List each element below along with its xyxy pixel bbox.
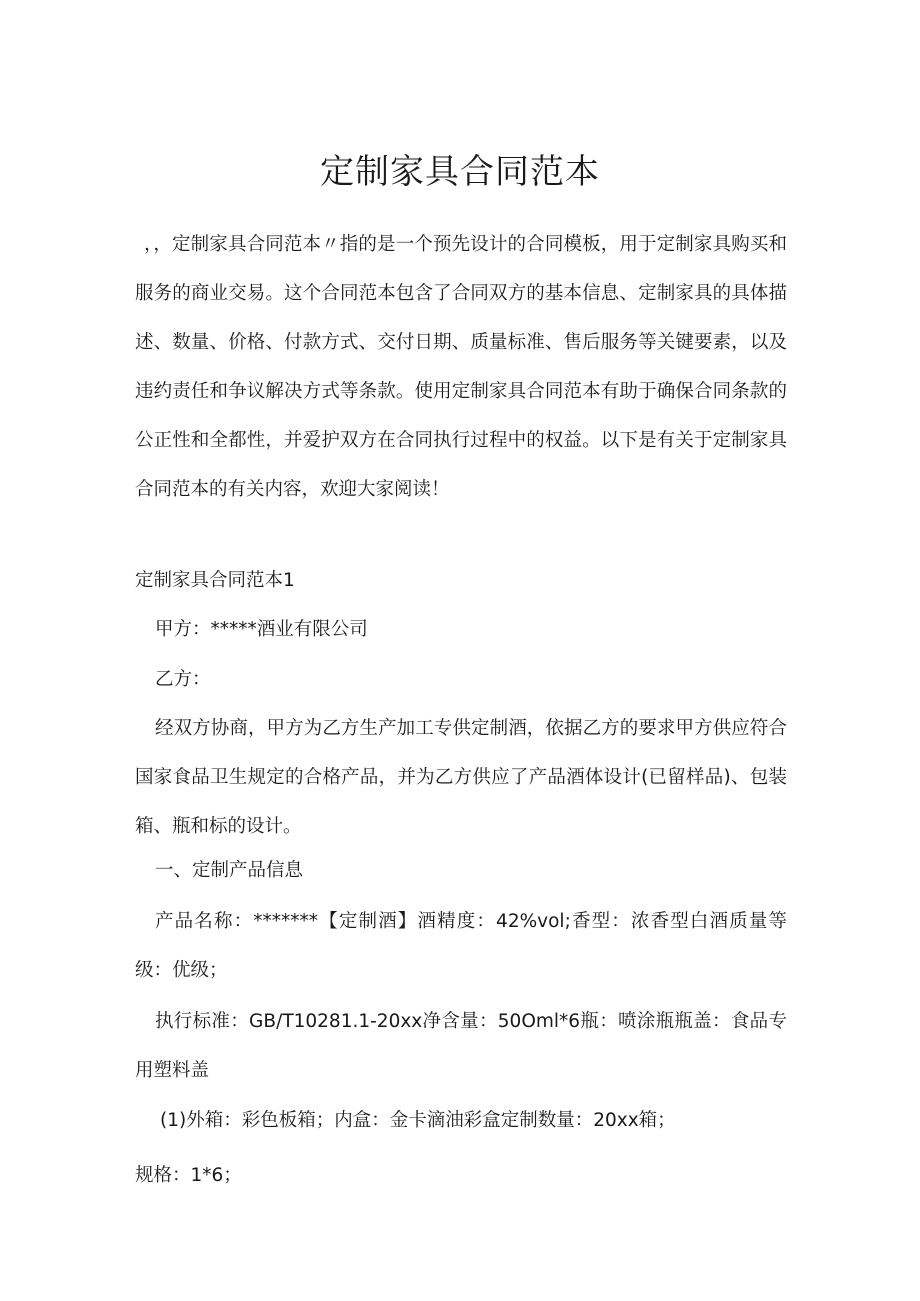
packaging-line: (1)外箱：彩色板箱；内盒：金卡滴油彩盒定制数量：20xx箱； — [160, 1110, 676, 1131]
party-b: 乙方： — [155, 669, 211, 690]
document-title: 定制家具合同范本 — [320, 152, 600, 192]
party-a: 甲方：*****酒业有限公司 — [155, 619, 368, 640]
product-info-paragraph: 产品名称：*******【定制酒】酒精度：42%vol;香型：浓香型白酒质量等级：优级； — [135, 911, 787, 981]
section-heading: 定制家具合同范本1 — [135, 570, 295, 591]
spec-line: 规格：1*6； — [135, 1165, 242, 1186]
standard-info-paragraph: 执行标准：GB/T10281.1-20xx净含量：50Oml*6瓶：喷涂瓶瓶盖：食品专用塑料盖 — [135, 1011, 787, 1081]
clause-1-heading: 一、定制产品信息 — [155, 860, 304, 881]
agreement-paragraph: 经双方协商，甲方为乙方生产加工专供定制酒，依据乙方的要求甲方供应符合国家食品卫生规定的合格产品，并为乙方供应了产品酒体设计(已留样品)、包装箱、瓶和标的设计。 — [135, 718, 787, 837]
intro-paragraph: ，，定制家具合同范本〃指的是一个预先设计的合同模板，用于定制家具购买和服务的商业交易。这个合同范本包含了合同双方的基本信息、定制家具的具体描述、数量、价格、付款方式、交付日期、质量标准、售后服务等关键要素，以及违约责任和争议解决方式等条款。使用定制家具合同范本有助于确保合同条款的公正性和全都性，并爱护双方在合同执行过程中的权益。以下是有关于定制家具合同范本的有关内容，欢迎大家阅读！ — [135, 234, 787, 500]
